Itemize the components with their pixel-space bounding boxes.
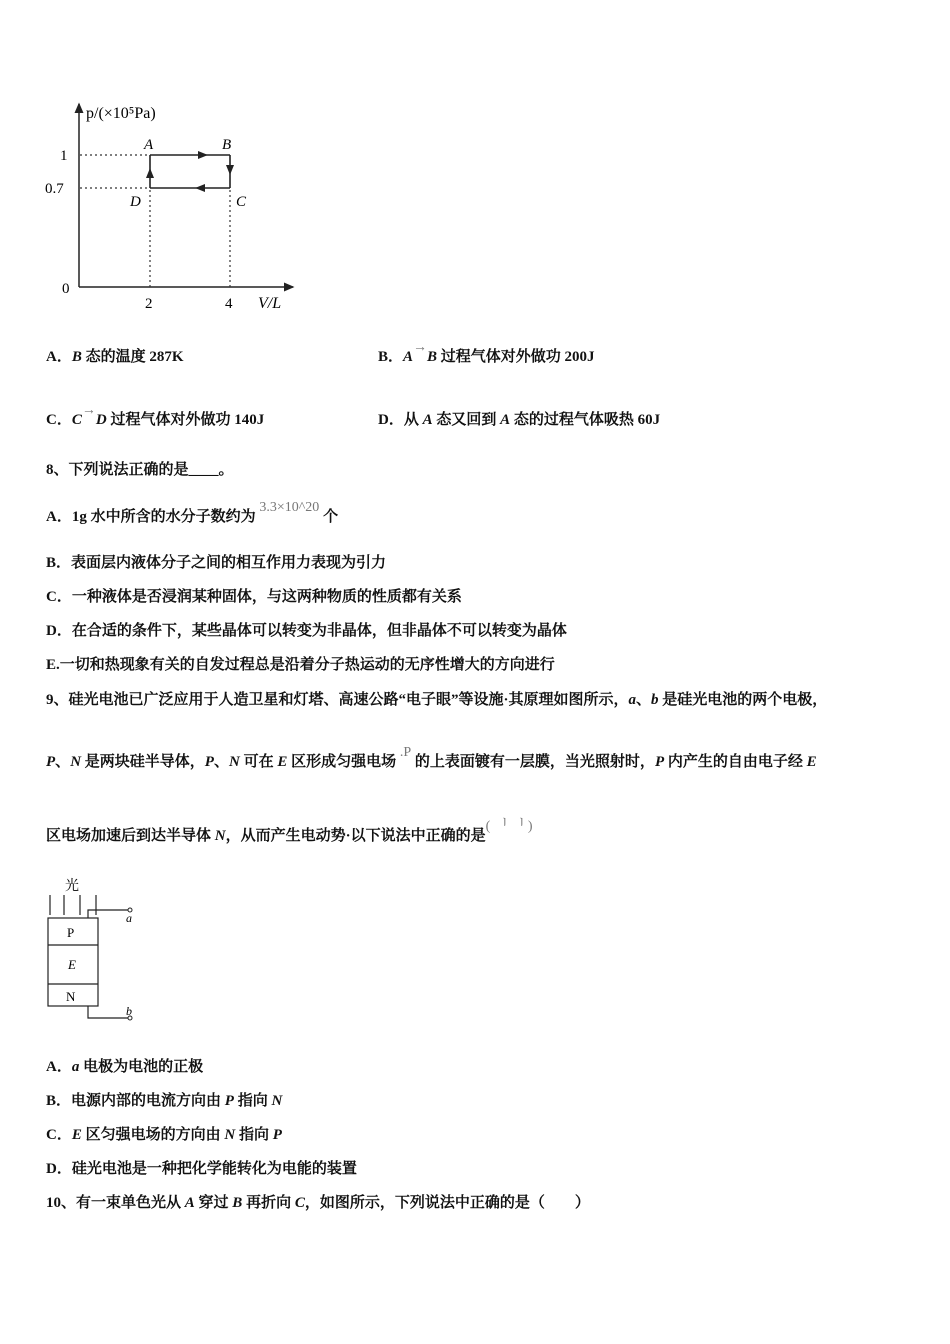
text-segment: 3.3×10^20	[259, 500, 320, 515]
q9-option-c	[46, 1125, 282, 1145]
q8-option-d	[46, 621, 567, 641]
text-segment: D	[95, 412, 107, 428]
text-segment: 区匀强电场的方向由	[81, 1127, 225, 1143]
point-label-d: D	[130, 194, 141, 210]
text-segment: E	[71, 1127, 82, 1143]
text-segment: 过程气体对外做功 200J	[437, 349, 595, 365]
text-segment: P	[224, 1093, 234, 1109]
text-segment: 可在	[239, 754, 278, 770]
layer-e: E	[68, 957, 76, 972]
text-segment: A	[184, 1195, 195, 1211]
q8-option-e	[46, 655, 555, 675]
text-segment: 指向	[233, 1093, 272, 1109]
point-label-b: B	[222, 137, 232, 153]
layer-n: N	[66, 989, 76, 1004]
text-segment: b	[651, 692, 659, 708]
q9-stem-2	[46, 745, 817, 773]
q10-stem	[46, 1193, 590, 1213]
point-label-a: A	[144, 137, 154, 153]
text-segment: 、	[636, 692, 652, 708]
text-segment: A．	[46, 349, 72, 365]
terminal-b: b	[126, 1004, 132, 1018]
text-segment: 9、硅光电池已广泛应用于人造卫星和灯塔、高速公路“电子眼”等设施·其原理如图所示，	[46, 692, 629, 708]
text-segment: 态又回到	[432, 412, 501, 428]
text-segment: B．电源内部的电流方向由	[46, 1093, 225, 1109]
text-segment: 的上表面镀有一层膜，当光照射时，	[411, 754, 655, 770]
text-segment: .P	[399, 745, 412, 760]
text-segment: D．硅光电池是一种把化学能转化为电能的装置	[46, 1161, 357, 1177]
text-segment: 过程气体对外做功 140J	[106, 412, 265, 428]
layer-p: P	[67, 925, 75, 940]
q8-option-b	[46, 553, 386, 573]
text-segment: P	[272, 1127, 282, 1143]
cycle-path	[150, 155, 230, 188]
q7-option-b	[378, 340, 595, 368]
text-segment: N	[214, 828, 226, 844]
x-tick: 2	[145, 296, 153, 312]
x-tick: 4	[225, 296, 233, 312]
q7-option-c	[46, 403, 265, 431]
text-segment: ，如图所示，下列说法中正确的是（ ）	[304, 1195, 590, 1211]
text-segment: 个	[319, 509, 339, 525]
point-label-c: C	[236, 194, 247, 210]
x-axis-label: V/L	[258, 295, 282, 312]
text-segment: A	[422, 412, 433, 428]
q8-option-c	[46, 587, 462, 607]
q7-option-d	[378, 410, 660, 430]
text-segment: B	[71, 349, 82, 365]
q9-stem-3	[46, 819, 533, 847]
text-segment: 是两块硅半导体，	[81, 754, 205, 770]
text-segment: ( ᅵ ᅵ )	[485, 819, 533, 834]
text-segment: →	[413, 340, 428, 355]
text-segment: C	[71, 412, 82, 428]
q9-option-b	[46, 1091, 282, 1111]
text-segment: 指向	[235, 1127, 273, 1143]
text-segment: P	[204, 754, 214, 770]
q9-option-a	[46, 1057, 203, 1077]
text-segment: 穿过	[194, 1195, 233, 1211]
text-segment: B．表面层内液体分子之间的相互作用力表现为引力	[46, 555, 387, 571]
text-segment: 是硅光电池的两个电极，	[658, 692, 828, 708]
text-segment: A	[403, 349, 414, 365]
q8-option-a	[46, 500, 339, 528]
y-axis-label: p/(×10⁵Pa)	[86, 105, 156, 122]
pv-diagram	[40, 95, 310, 320]
text-segment: 态的温度 287K	[81, 349, 184, 365]
text-segment: 内产生的自由电子经	[664, 754, 807, 770]
text-segment: B	[427, 349, 438, 365]
text-segment: C．	[46, 1127, 72, 1143]
text-segment: B	[232, 1195, 243, 1211]
text-segment: ，从而产生电动势·以下说法中正确的是	[225, 828, 486, 844]
light-label: 光	[65, 879, 79, 894]
text-segment: D．在合适的条件下，某些晶体可以转变为非晶体，但非晶体不可以转变为晶体	[46, 623, 567, 639]
text-segment: C．一种液体是否浸润某种固体，与这两种物质的性质都有关系	[46, 589, 462, 605]
terminal-a: a	[126, 911, 132, 925]
text-segment: P	[46, 754, 56, 770]
text-segment: 、	[213, 754, 229, 770]
text-segment: D．从	[378, 412, 423, 428]
q9-stem-1	[46, 690, 827, 710]
text-segment: C．	[46, 412, 72, 428]
text-segment: a	[71, 1059, 80, 1075]
text-segment: P	[654, 754, 665, 770]
text-segment: 、	[55, 754, 71, 770]
text-segment: 再折向	[242, 1195, 295, 1211]
text-segment: 电极为电池的正极	[79, 1059, 204, 1075]
text-segment: N	[228, 754, 240, 770]
text-segment: N	[271, 1093, 283, 1109]
q7-option-a	[46, 347, 184, 367]
text-segment: 态的过程气体吸热 60J	[510, 412, 661, 428]
q8-stem	[46, 460, 234, 480]
text-segment: a	[628, 692, 637, 708]
text-segment: A	[500, 412, 511, 428]
text-segment: E	[806, 754, 817, 770]
solar-cell-diagram	[40, 870, 160, 1030]
y-tick: 0	[62, 281, 70, 297]
text-segment: 区形成匀强电场	[287, 754, 400, 770]
text-segment: A．1g 水中所含的水分子数约为	[46, 509, 260, 525]
text-segment: 10、有一束单色光从	[46, 1195, 185, 1211]
text-segment: →	[81, 403, 96, 418]
text-segment: C	[294, 1195, 305, 1211]
y-tick: 1	[60, 148, 68, 164]
text-segment: A．	[46, 1059, 72, 1075]
text-segment: E	[277, 754, 288, 770]
text-segment: N	[224, 1127, 236, 1143]
text-segment: E.一切和热现象有关的自发过程总是沿着分子热运动的无序性增大的方向进行	[46, 657, 555, 673]
text-segment: B．	[378, 349, 404, 365]
y-tick: 0.7	[45, 181, 64, 197]
q9-option-d	[46, 1159, 357, 1179]
text-segment: 8、下列说法正确的是____。	[46, 462, 234, 478]
text-segment: N	[70, 754, 82, 770]
text-segment: 区电场加速后到达半导体	[46, 828, 215, 844]
